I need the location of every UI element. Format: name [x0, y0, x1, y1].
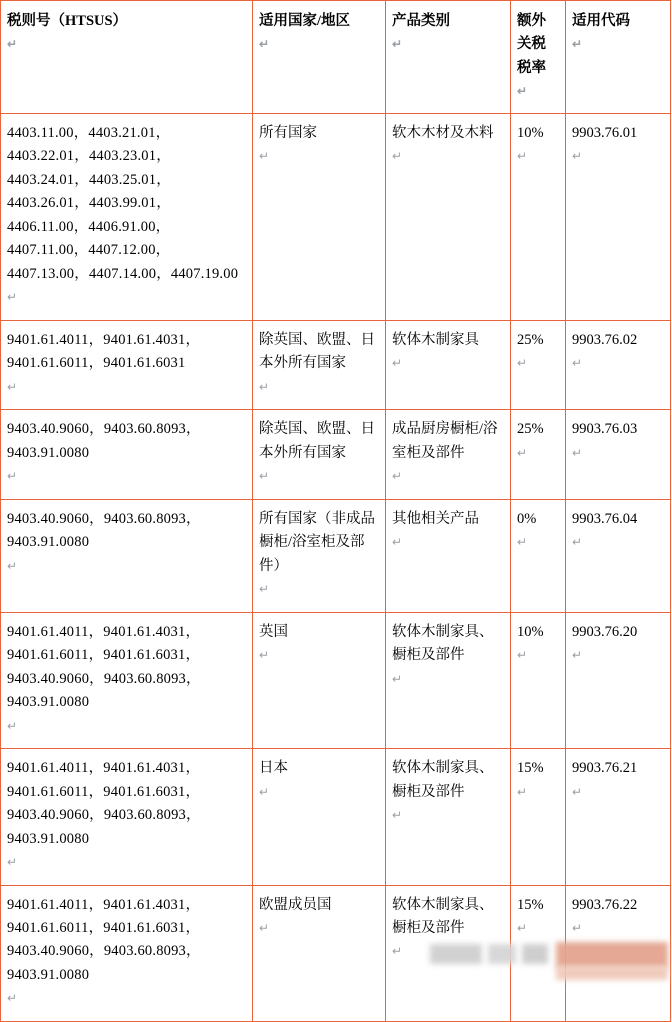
cell-category [386, 612, 511, 748]
table-row [1, 612, 671, 748]
cell-htsus [1, 885, 253, 1021]
pilcrow-mark: ↵ [259, 784, 270, 799]
code-text: 9903.76.22 [572, 896, 638, 913]
country-text: 所有国家 [259, 124, 317, 141]
column-header-htsus [1, 1, 253, 114]
category-text: 其他相关产品 [392, 510, 479, 527]
cell-rate [511, 749, 566, 885]
cell-country [253, 749, 386, 885]
cell-rate [511, 113, 566, 320]
pilcrow-mark: ↵ [517, 920, 528, 935]
category-text: 软体木制家具、橱柜及部件 [392, 896, 494, 936]
pilcrow-mark: ↵ [7, 558, 18, 573]
pilcrow-mark: ↵ [259, 648, 270, 663]
redacted-watermark-block [556, 942, 668, 968]
pilcrow-mark: ↵ [392, 469, 403, 484]
cell-category [386, 320, 511, 409]
cell-htsus [1, 749, 253, 885]
column-header-country-label: 适用国家/地区 [259, 13, 351, 29]
cell-country [253, 113, 386, 320]
pilcrow-mark: ↵ [259, 582, 270, 597]
pilcrow-mark: ↵ [259, 469, 270, 484]
pilcrow-mark: ↵ [259, 920, 270, 935]
rate-text: 15% [517, 760, 544, 777]
code-text: 9903.76.20 [572, 623, 638, 640]
pilcrow-mark: ↵ [7, 379, 18, 394]
cell-rate [511, 499, 566, 612]
cell-code [566, 410, 671, 499]
table-row [1, 113, 671, 320]
cell-category [386, 499, 511, 612]
redacted-watermark-block [488, 944, 516, 964]
cell-code [566, 499, 671, 612]
pilcrow-mark: ↵ [7, 991, 18, 1006]
htsus-codes: 9401.61.4011，9401.61.4031，9401.61.6011，9401.61.6031，9403.40.9060，9403.60.8093，9403.91.0080 [7, 896, 201, 983]
pilcrow-mark: ↵ [392, 37, 403, 52]
rate-text: 10% [517, 623, 544, 640]
cell-rate [511, 612, 566, 748]
table-body [1, 113, 671, 1021]
cell-htsus [1, 410, 253, 499]
pilcrow-mark: ↵ [7, 37, 18, 52]
code-text: 9903.76.01 [572, 124, 638, 141]
header-row [1, 1, 671, 114]
category-text: 软体木制家具、橱柜及部件 [392, 760, 494, 800]
rate-text: 25% [517, 331, 544, 348]
pilcrow-mark: ↵ [517, 535, 528, 550]
pilcrow-mark: ↵ [572, 37, 583, 52]
pilcrow-mark: ↵ [392, 149, 403, 164]
country-text: 所有国家（非成品橱柜/浴室柜及部件） [259, 510, 375, 574]
pilcrow-mark: ↵ [517, 445, 528, 460]
category-text: 软木木材及木料 [392, 124, 494, 141]
pilcrow-mark: ↵ [572, 920, 583, 935]
pilcrow-mark: ↵ [7, 855, 18, 870]
cell-code [566, 749, 671, 885]
country-text: 除英国、欧盟、日本外所有国家 [259, 421, 375, 461]
table-row [1, 320, 671, 409]
pilcrow-mark: ↵ [392, 944, 403, 959]
cell-category [386, 113, 511, 320]
category-text: 软体木制家具、橱柜及部件 [392, 623, 494, 664]
cell-code [566, 320, 671, 409]
pilcrow-mark: ↵ [259, 379, 270, 394]
pilcrow-mark: ↵ [259, 149, 270, 164]
htsus-codes: 9403.40.9060，9403.60.8093，9403.91.0080 [7, 421, 201, 461]
pilcrow-mark: ↵ [517, 784, 528, 799]
cell-rate [511, 320, 566, 409]
table-row [1, 410, 671, 499]
htsus-codes: 9401.61.4011，9401.61.4031，9401.61.6011，9401.61.6031，9403.40.9060，9403.60.8093，9403.91.0080 [7, 760, 201, 847]
pilcrow-mark: ↵ [572, 356, 583, 371]
htsus-codes: 9401.61.4011，9401.61.4031，9401.61.6011，9401.61.6031，9403.40.9060，9403.60.8093，9403.91.0080 [7, 623, 201, 711]
cell-category [386, 410, 511, 499]
column-header-code-label: 适用代码 [572, 13, 630, 29]
pilcrow-mark: ↵ [392, 535, 403, 550]
cell-country [253, 612, 386, 748]
column-header-category-label: 产品类别 [392, 13, 450, 29]
cell-country [253, 499, 386, 612]
cell-htsus [1, 499, 253, 612]
country-text: 欧盟成员国 [259, 896, 332, 913]
pilcrow-mark: ↵ [572, 648, 583, 663]
pilcrow-mark: ↵ [517, 84, 528, 99]
pilcrow-mark: ↵ [259, 37, 270, 52]
pilcrow-mark: ↵ [7, 718, 18, 733]
column-header-code [566, 1, 671, 114]
category-text: 软体木制家具 [392, 331, 479, 348]
country-text: 英国 [259, 623, 288, 640]
pilcrow-mark: ↵ [517, 149, 528, 164]
pilcrow-mark: ↵ [572, 535, 583, 550]
pilcrow-mark: ↵ [392, 671, 403, 686]
pilcrow-mark: ↵ [572, 784, 583, 799]
country-text: 日本 [259, 760, 288, 777]
pilcrow-mark: ↵ [7, 469, 18, 484]
cell-category [386, 749, 511, 885]
column-header-category [386, 1, 511, 114]
column-header-rate [511, 1, 566, 114]
cell-country [253, 320, 386, 409]
pilcrow-mark: ↵ [392, 808, 403, 823]
code-text: 9903.76.03 [572, 421, 638, 438]
rate-text: 15% [517, 896, 544, 913]
rate-text: 25% [517, 421, 544, 438]
table-row [1, 749, 671, 885]
htsus-codes: 4403.11.00，4403.21.01，4403.22.01，4403.23.01，4403.24.01，4403.25.01，4403.26.01，4403.99.01，4406.11.00，4406.91.00，4407.11.00，4407.12.00，4407.13.00，4407.14.00，4407.19.00 [7, 124, 239, 282]
column-header-rate-label: 额外关税税率 [517, 13, 546, 76]
pilcrow-mark: ↵ [392, 356, 403, 371]
column-header-country [253, 1, 386, 114]
cell-code [566, 113, 671, 320]
pilcrow-mark: ↵ [7, 290, 18, 305]
redacted-watermark-block [430, 944, 482, 964]
code-text: 9903.76.02 [572, 331, 638, 348]
pilcrow-mark: ↵ [572, 445, 583, 460]
category-text: 成品厨房橱柜/浴室柜及部件 [392, 421, 498, 461]
rate-text: 10% [517, 124, 544, 141]
code-text: 9903.76.21 [572, 760, 638, 777]
table-header [1, 1, 671, 114]
rate-text: 0% [517, 510, 537, 527]
htsus-codes: 9403.40.9060，9403.60.8093，9403.91.0080 [7, 510, 201, 551]
column-header-htsus-label: 税则号（HTSUS） [7, 13, 128, 29]
code-text: 9903.76.04 [572, 510, 638, 527]
cell-htsus [1, 320, 253, 409]
table-row [1, 499, 671, 612]
cell-country [253, 410, 386, 499]
cell-rate [511, 410, 566, 499]
htsus-codes: 9401.61.4011，9401.61.4031，9401.61.6011，9401.61.6031 [7, 331, 201, 372]
pilcrow-mark: ↵ [517, 356, 528, 371]
redacted-watermark-block [556, 966, 668, 980]
pilcrow-mark: ↵ [572, 149, 583, 164]
cell-htsus [1, 113, 253, 320]
country-text: 除英国、欧盟、日本外所有国家 [259, 331, 375, 372]
pilcrow-mark: ↵ [517, 648, 528, 663]
redacted-watermark-block [522, 944, 548, 964]
cell-country [253, 885, 386, 1021]
cell-htsus [1, 612, 253, 748]
cell-code [566, 612, 671, 748]
